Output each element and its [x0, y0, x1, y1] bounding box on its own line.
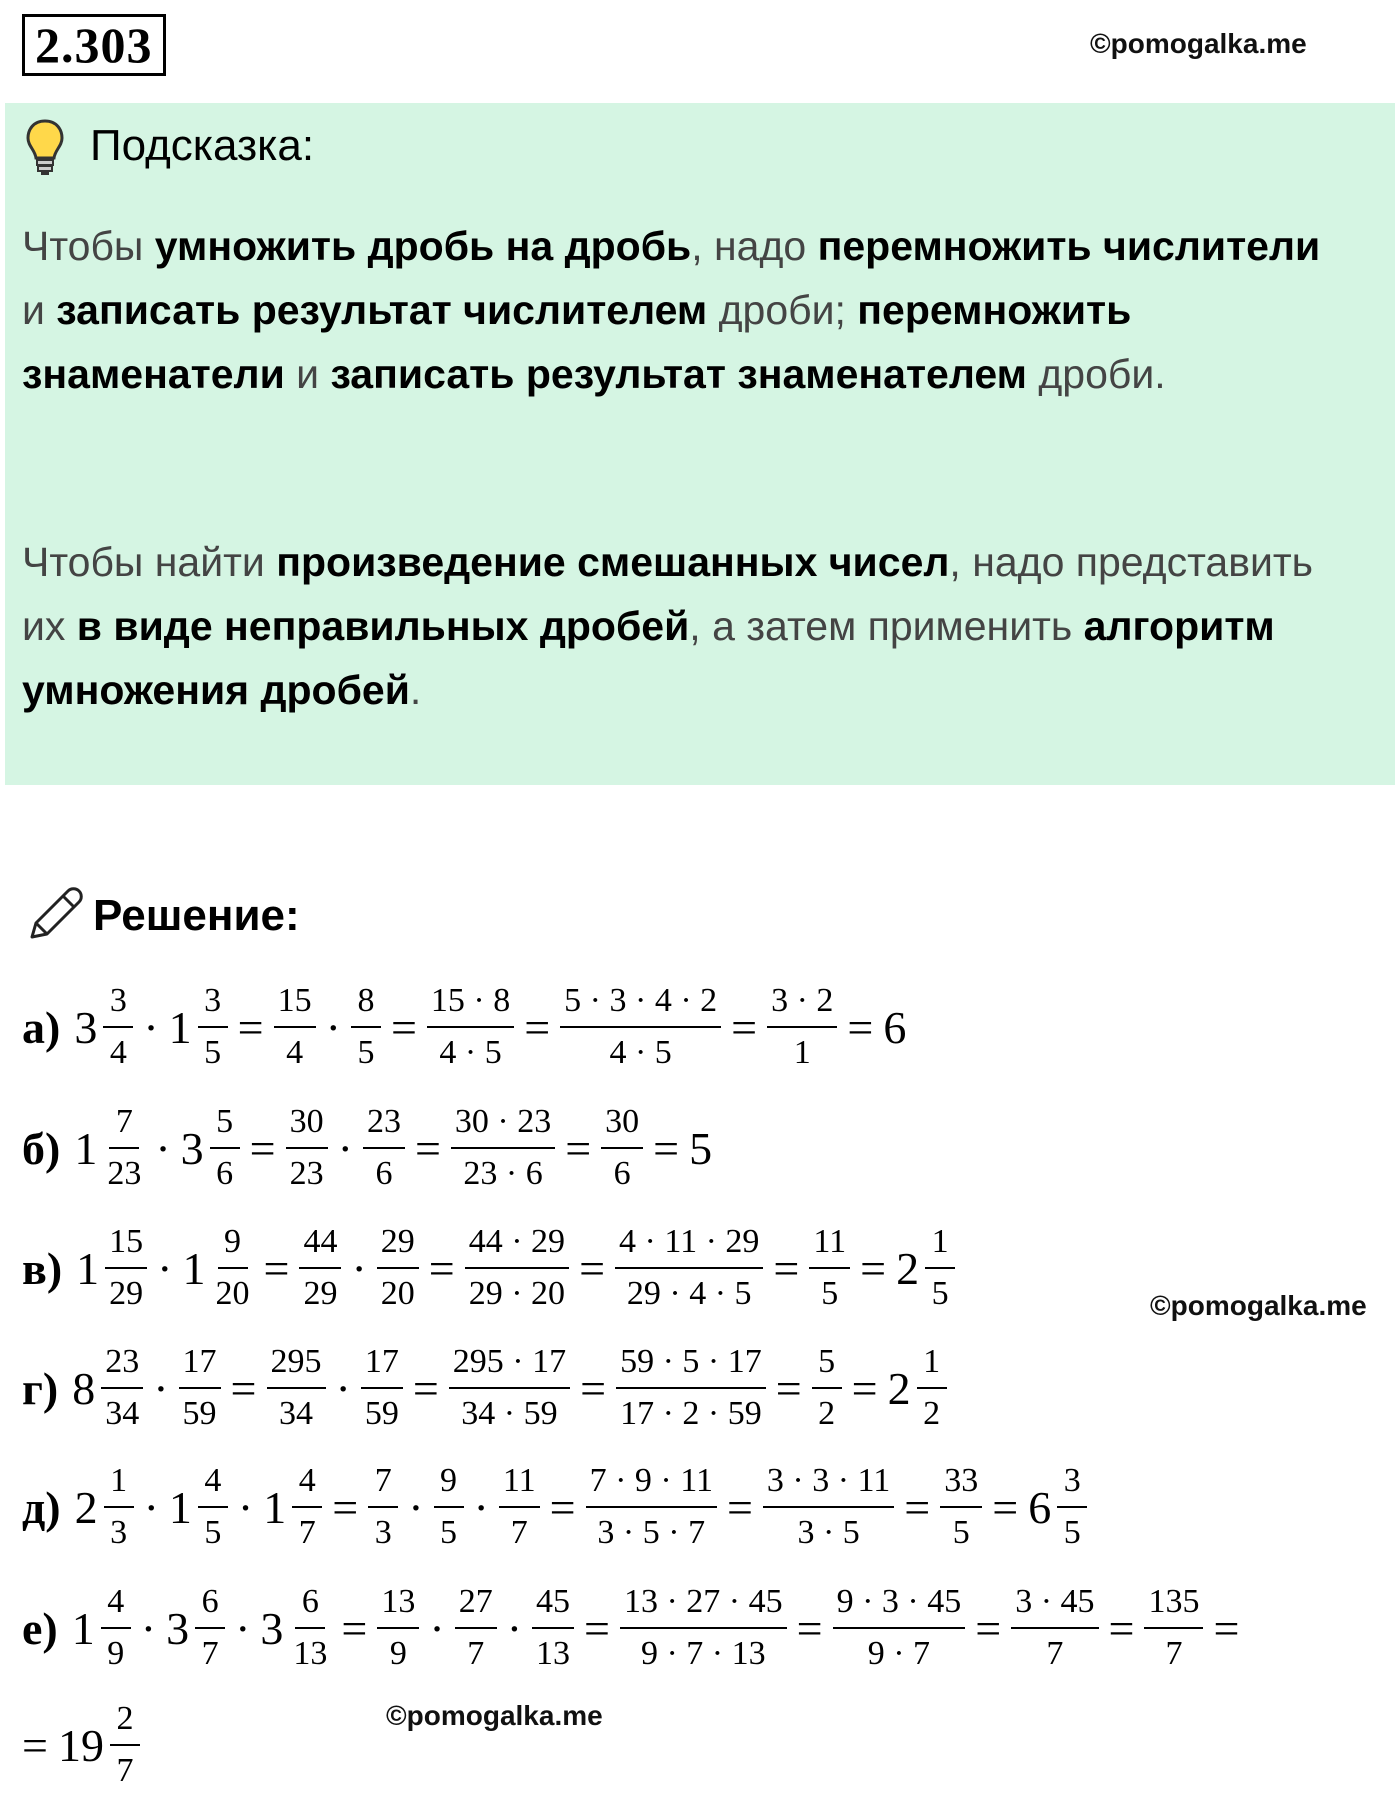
numerator: 9 · 3 · 45 [833, 1581, 966, 1629]
hint-text: . [409, 667, 422, 713]
denominator: 5 [1063, 1514, 1081, 1551]
fraction [101, 1341, 143, 1435]
denominator: 5 [357, 1034, 375, 1071]
whole-part: 3 [180, 1122, 204, 1174]
numerator: 4 [198, 1460, 228, 1508]
solution-row [22, 1333, 947, 1443]
operator: · [473, 1481, 489, 1533]
row-label: г) [22, 1362, 59, 1414]
denominator: 23 [107, 1155, 142, 1192]
operator: = [726, 1481, 753, 1533]
operator: = [580, 1362, 607, 1414]
fraction [427, 980, 514, 1074]
whole-part: 1 [168, 1001, 192, 1053]
numerator: 9 [434, 1460, 464, 1508]
operator: · [325, 1001, 341, 1053]
lightbulb-icon [24, 118, 66, 176]
mixed-number [76, 1221, 147, 1315]
operator: = [653, 1122, 680, 1174]
operator: = [579, 1242, 606, 1294]
row-label: в) [22, 1242, 63, 1294]
operator: = [22, 1719, 48, 1771]
fraction [615, 1221, 763, 1315]
row-label: д) [22, 1481, 61, 1533]
denominator: 4 [109, 1034, 127, 1071]
numerator: 17 [361, 1341, 403, 1389]
operator: · [143, 1481, 159, 1533]
mixed-number [169, 1460, 228, 1554]
numerator: 3 · 3 · 11 [763, 1460, 894, 1508]
fraction [451, 1101, 555, 1195]
hint-text: и [22, 287, 57, 333]
mixed-number [72, 1341, 143, 1435]
mixed-number [72, 1581, 131, 1675]
numerator: 15 · 8 [427, 980, 514, 1028]
operator: · [335, 1362, 351, 1414]
hint-emphasis: перемножить знаменатели [22, 287, 1132, 397]
hint-emphasis: алгоритм умножения дробей [22, 603, 1275, 713]
operator: = [230, 1362, 257, 1414]
denominator: 5 [821, 1275, 839, 1312]
numerator: 3 [1057, 1460, 1087, 1508]
fraction [833, 1581, 966, 1675]
row-label: а) [22, 1001, 61, 1053]
hint-title: Подсказка: [90, 121, 315, 170]
denominator: 20 [215, 1275, 250, 1312]
fraction [763, 1460, 894, 1554]
numerator: 2 [110, 1698, 140, 1746]
hint-text: дроби; [707, 287, 858, 333]
fraction [195, 1581, 225, 1675]
denominator: 13 [293, 1635, 328, 1672]
whole-part: 1 [76, 1242, 100, 1294]
operator: = [1108, 1602, 1135, 1654]
numerator: 11 [499, 1460, 540, 1508]
numerator: 15 [105, 1221, 147, 1269]
operator: = [390, 1001, 417, 1053]
numerator: 13 · 27 · 45 [620, 1581, 787, 1629]
hint-text: дроби. [1026, 351, 1166, 397]
numerator: 17 [179, 1341, 221, 1389]
fraction [198, 980, 228, 1074]
numerator: 44 [299, 1221, 341, 1269]
operator: = [249, 1122, 276, 1174]
fraction [212, 1221, 254, 1315]
whole-part: 2 [896, 1242, 920, 1294]
watermark: ©pomogalka.me [1150, 1290, 1367, 1321]
operator: · [337, 1122, 353, 1174]
solution-row [22, 1690, 140, 1800]
numerator: 5 [812, 1341, 842, 1389]
fraction [1057, 1460, 1087, 1554]
mixed-number [260, 1581, 331, 1675]
denominator: 5 [204, 1514, 222, 1551]
whole-part: 3 [166, 1602, 190, 1654]
fraction [361, 1341, 403, 1435]
whole-part: 8 [72, 1362, 96, 1414]
operator: = [332, 1481, 359, 1533]
result-number: 6 [883, 1001, 907, 1053]
denominator: 17 · 2 · 59 [620, 1395, 762, 1432]
denominator: 29 [303, 1275, 338, 1312]
numerator: 45 [532, 1581, 574, 1629]
denominator: 13 [536, 1635, 571, 1672]
mixed-number [1028, 1460, 1087, 1554]
fraction [104, 1460, 134, 1554]
denominator: 5 [440, 1514, 458, 1551]
operator: · [429, 1602, 445, 1654]
denominator: 4 · 5 [609, 1034, 672, 1071]
operator: · [143, 1001, 159, 1053]
operator: = [237, 1001, 264, 1053]
operator: = [731, 1001, 758, 1053]
denominator: 7 [1165, 1635, 1183, 1672]
operator: = [428, 1242, 455, 1294]
whole-part: 1 [74, 1122, 98, 1174]
numerator: 33 [940, 1460, 982, 1508]
operator: = [992, 1481, 1019, 1533]
fraction [616, 1341, 766, 1435]
numerator: 4 · 11 · 29 [615, 1221, 763, 1269]
fraction [299, 1221, 341, 1315]
fraction [499, 1460, 540, 1554]
hint-emphasis: произведение смешанных чисел [276, 539, 950, 585]
denominator: 7 [201, 1635, 219, 1672]
fraction [434, 1460, 464, 1554]
whole-part: 2 [74, 1481, 98, 1533]
denominator: 7 [1046, 1635, 1064, 1672]
fraction [377, 1581, 419, 1675]
operator: = [584, 1602, 610, 1654]
whole-part: 2 [887, 1362, 911, 1414]
denominator: 3 [374, 1514, 392, 1551]
solution-row [22, 1213, 955, 1323]
mixed-number [896, 1221, 955, 1315]
fraction [532, 1581, 574, 1675]
result-number: 5 [689, 1122, 713, 1174]
fraction [917, 1341, 947, 1435]
numerator: 11 [809, 1221, 850, 1269]
whole-part: 1 [168, 1481, 192, 1533]
denominator: 5 [952, 1514, 970, 1551]
numerator: 44 · 29 [465, 1221, 569, 1269]
mixed-number [74, 1101, 145, 1195]
fraction [368, 1460, 398, 1554]
fraction [586, 1460, 717, 1554]
numerator: 6 [295, 1581, 325, 1629]
solution-row [22, 1093, 712, 1203]
fraction [103, 980, 133, 1074]
solution-row [22, 1573, 1239, 1683]
numerator: 1 [917, 1341, 947, 1389]
numerator: 3 [103, 980, 133, 1028]
denominator: 4 · 5 [439, 1034, 502, 1071]
fraction [289, 1581, 331, 1675]
fraction [274, 980, 316, 1074]
mixed-number [74, 980, 133, 1074]
operator: = [796, 1602, 823, 1654]
numerator: 30 [601, 1101, 643, 1149]
fraction [455, 1581, 497, 1675]
numerator: 23 [363, 1101, 405, 1149]
solution-title: Решение: [93, 891, 300, 940]
hint-paragraph-2 [22, 530, 1352, 722]
fraction [1144, 1581, 1203, 1675]
fraction [105, 1221, 147, 1315]
fraction [103, 1101, 145, 1195]
hint-emphasis: записать результат числителем [56, 287, 708, 333]
denominator: 6 [216, 1155, 234, 1192]
numerator: 5 [210, 1101, 240, 1149]
denominator: 6 [613, 1155, 631, 1192]
operator: = [851, 1362, 878, 1414]
denominator: 2 [818, 1395, 836, 1432]
fraction [601, 1101, 643, 1195]
denominator: 3 [110, 1514, 128, 1551]
denominator: 9 · 7 · 13 [640, 1635, 766, 1672]
operator: · [153, 1362, 169, 1414]
denominator: 20 [380, 1275, 415, 1312]
fraction [767, 980, 837, 1074]
operator: · [506, 1602, 523, 1654]
operator: = [975, 1602, 1002, 1654]
fraction [101, 1581, 131, 1675]
operator: = [341, 1602, 368, 1654]
numerator: 3 [198, 980, 228, 1028]
operator: · [237, 1481, 254, 1533]
fraction [110, 1698, 140, 1792]
hint-text: , надо представить их [22, 539, 1314, 649]
fraction [292, 1460, 322, 1554]
operator: · [235, 1602, 251, 1654]
denominator: 59 [364, 1395, 399, 1432]
operator: = [414, 1122, 441, 1174]
denominator: 4 [286, 1034, 304, 1071]
mixed-number [58, 1698, 140, 1792]
numerator: 4 [292, 1460, 322, 1508]
fraction [560, 980, 721, 1074]
pencil-icon [22, 883, 86, 947]
denominator: 23 · 6 [463, 1155, 543, 1192]
operator: = [524, 1001, 551, 1053]
hint-text: , а затем применить [689, 603, 1084, 649]
numerator: 3 · 45 [1011, 1581, 1098, 1629]
denominator: 7 [116, 1752, 134, 1789]
operator: · [140, 1602, 157, 1654]
denominator: 7 [298, 1514, 316, 1551]
fraction [925, 1221, 955, 1315]
solution-row [22, 1452, 1087, 1562]
row-label: б) [22, 1122, 61, 1174]
numerator: 7 [368, 1460, 398, 1508]
numerator: 15 [274, 980, 316, 1028]
denominator: 9 · 7 [867, 1635, 931, 1672]
watermark: ©pomogalka.me [1090, 28, 1307, 59]
numerator: 7 · 9 · 11 [586, 1460, 717, 1508]
numerator: 295 · 17 [449, 1341, 570, 1389]
mixed-number [183, 1221, 254, 1315]
fraction [449, 1341, 570, 1435]
numerator: 1 [104, 1460, 134, 1508]
fraction [812, 1341, 842, 1435]
fraction [351, 980, 381, 1074]
operator: · [351, 1242, 367, 1294]
denominator: 59 [182, 1395, 217, 1432]
numerator: 29 [377, 1221, 419, 1269]
denominator: 29 · 20 [468, 1275, 566, 1312]
fraction [210, 1101, 240, 1195]
fraction [198, 1460, 228, 1554]
numerator: 135 [1144, 1581, 1203, 1629]
numerator: 295 [267, 1341, 326, 1389]
denominator: 3 · 5 · 7 [597, 1514, 706, 1551]
numerator: 6 [195, 1581, 225, 1629]
fraction [377, 1221, 419, 1315]
operator: = [263, 1242, 290, 1294]
denominator: 29 [109, 1275, 144, 1312]
row-label: е) [22, 1602, 58, 1654]
whole-part: 1 [263, 1481, 287, 1533]
hint-text: Чтобы найти [22, 539, 277, 585]
mixed-number [888, 1341, 947, 1435]
numerator: 59 · 5 · 17 [616, 1341, 766, 1389]
fraction [179, 1341, 221, 1435]
mixed-number [263, 1460, 322, 1554]
numerator: 23 [101, 1341, 143, 1389]
operator: = [773, 1242, 800, 1294]
numerator: 9 [218, 1221, 248, 1269]
hint-text: и [284, 351, 331, 397]
hint-emphasis: в виде неправильных дробей [76, 603, 690, 649]
numerator: 5 · 3 · 4 · 2 [560, 980, 721, 1028]
denominator: 7 [510, 1514, 528, 1551]
operator: = [860, 1242, 887, 1294]
operator: = [775, 1362, 802, 1414]
hint-text: Чтобы [22, 223, 155, 269]
operator: · [155, 1122, 171, 1174]
whole-part: 19 [57, 1719, 104, 1771]
operator: · [408, 1481, 424, 1533]
denominator: 9 [107, 1635, 125, 1672]
mixed-number [75, 1460, 134, 1554]
denominator: 3 · 5 [797, 1514, 860, 1551]
operator: · [157, 1242, 173, 1294]
whole-part: 3 [74, 1001, 98, 1053]
denominator: 23 [289, 1155, 324, 1192]
fraction [363, 1101, 405, 1195]
denominator: 6 [375, 1155, 393, 1192]
mixed-number [166, 1581, 225, 1675]
task-number: 2.303 [22, 14, 166, 76]
whole-part: 3 [260, 1602, 284, 1654]
denominator: 7 [467, 1635, 485, 1672]
hint-text: , надо [691, 223, 818, 269]
numerator: 13 [377, 1581, 419, 1629]
numerator: 7 [109, 1101, 139, 1149]
fraction [267, 1341, 326, 1435]
denominator: 34 [279, 1395, 313, 1432]
operator: = [1213, 1602, 1240, 1654]
fraction [1011, 1581, 1098, 1675]
numerator: 27 [455, 1581, 497, 1629]
mixed-number [169, 980, 228, 1074]
numerator: 4 [101, 1581, 131, 1629]
numerator: 30 · 23 [451, 1101, 555, 1149]
denominator: 5 [204, 1034, 222, 1071]
fraction [940, 1460, 982, 1554]
denominator: 29 · 4 · 5 [626, 1275, 752, 1312]
watermark: ©pomogalka.me [386, 1700, 603, 1731]
whole-part: 1 [71, 1602, 95, 1654]
denominator: 34 · 59 [461, 1395, 558, 1432]
fraction [286, 1101, 328, 1195]
numerator: 1 [925, 1221, 955, 1269]
denominator: 34 [105, 1395, 140, 1432]
denominator: 9 [389, 1635, 407, 1672]
numerator: 8 [351, 980, 381, 1028]
operator: = [847, 1001, 874, 1053]
numerator: 3 · 2 [767, 980, 837, 1028]
whole-part: 1 [182, 1242, 206, 1294]
hint-emphasis: записать результат знаменателем [330, 351, 1027, 397]
solution-row [22, 972, 906, 1082]
operator: = [412, 1362, 439, 1414]
mixed-number [181, 1101, 240, 1195]
hint-emphasis: умножить дробь на дробь [154, 223, 692, 269]
denominator: 1 [793, 1034, 811, 1071]
operator: = [549, 1481, 576, 1533]
operator: = [904, 1481, 931, 1533]
numerator: 30 [286, 1101, 328, 1149]
fraction [465, 1221, 569, 1315]
fraction [620, 1581, 787, 1675]
hint-emphasis: перемножить числители [817, 223, 1321, 269]
whole-part: 6 [1028, 1481, 1052, 1533]
denominator: 5 [931, 1275, 949, 1312]
denominator: 2 [923, 1395, 941, 1432]
fraction [809, 1221, 850, 1315]
operator: = [565, 1122, 592, 1174]
hint-paragraph-1 [22, 214, 1352, 406]
